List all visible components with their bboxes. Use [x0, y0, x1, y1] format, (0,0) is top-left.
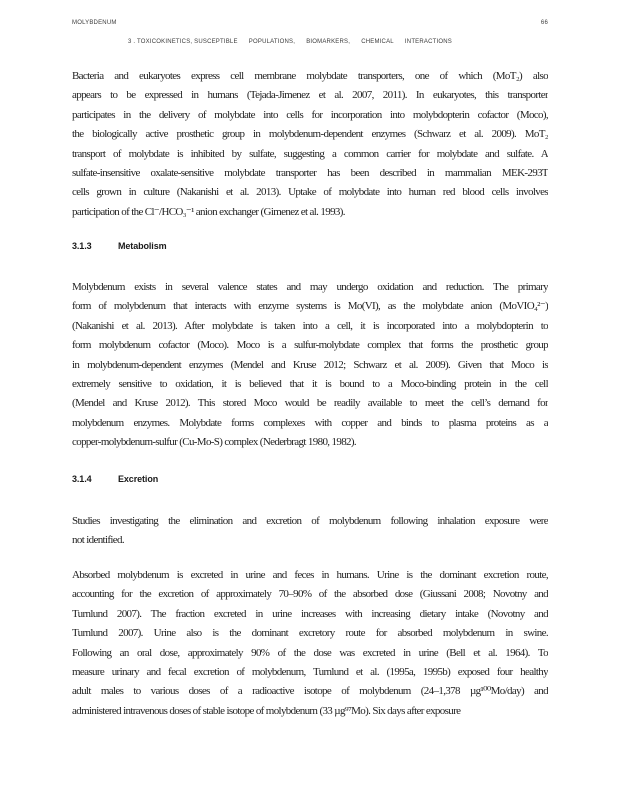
text-line: sulfate-insensitive oxalate-sensitive molybdate transporter has been described in mammalian MEK-293T — [72, 166, 548, 179]
text-line: Studies investigating the elimination and excretion of molybdenum following inhalation exposure were — [72, 515, 548, 527]
paragraph-transporters — [72, 67, 548, 222]
text-line: Molybdenum exists in several valence states and may undergo oxidation and reduction. The primary — [72, 281, 548, 293]
text-line: Turnlund 2007). Urine also is the dominant excretory route for absorbed molybdenum in swine. — [72, 627, 548, 640]
text-line: form molybdenum cofactor (Moco). Moco is a sulfur-molybdate complex that forms the prosthetic group — [72, 339, 548, 352]
section-number: 3.1.4 — [72, 474, 92, 484]
text-line: (Mendel and Kruse 2012). This stored Moco would be readily available to meet the cell’s demand for — [72, 397, 548, 410]
page-number: 66 — [540, 20, 548, 26]
chapter-header-part: POPULATIONS, — [248, 39, 296, 45]
text-line: participation of the Cl⁻/HCO₃⁻¹ anion exchanger (Gimenez et al. 1993). — [72, 205, 345, 218]
text-line: (Nakanishi et al. 2013). After molybdate is taken into a cell, it is incorporated into a molybdopterin to — [72, 319, 548, 332]
text-line: adult males to various doses of a radioactive isotope of molybdenum (24–1,378 µg¹⁰⁰Mo/day) and — [72, 685, 548, 698]
text-line: extremely sensitive to oxidation, it is believed that it is bound to a Moco-binding protein in the cell — [72, 377, 548, 390]
text-line: Following an oral dose, approximately 90% of the dose was excreted in urine (Bell et al. 1964). To — [72, 646, 548, 659]
text-line: in molybdenum-dependent enzymes (Mendel and Kruse 2012; Schwarz et al. 2009). Given that Moco is — [72, 358, 548, 371]
text-line: copper-molybdenum-sulfur (Cu-Mo-S) complex (Nederbragt 1980, 1982). — [72, 436, 357, 449]
text-line: accounting for the excretion of approximately 70–90% of the absorbed dose (Giussani 2008; Novotny and — [72, 588, 548, 601]
text-line: measure urinary and fecal excretion of molybdenum, Turnlund et al. (1995a, 1995b) exposed four healthy — [72, 665, 548, 678]
text-line: administered intravenous doses of stable isotope of molybdenum (33 µg⁹⁷Mo). Six days after exposure — [72, 704, 461, 717]
running-title: MOLYBDENUM — [72, 20, 117, 26]
paragraph-urine-excretion — [72, 566, 548, 721]
section-heading-excretion — [72, 474, 158, 484]
text-line: transport of molybdate is inhibited by sulfate, suggesting a common carrier for molybdate and sulfate. A — [72, 147, 548, 160]
chapter-header-part: 3 . TOXICOKINETICS, SUSCEPTIBLE — [128, 39, 238, 45]
chapter-header-part: CHEMICAL — [361, 39, 394, 45]
text-line: Bacteria and eukaryotes express cell membrane molybdate transporters, one of which (MoT₂) also — [72, 70, 548, 82]
text-line: molybdenum enzymes. Molybdate forms complexes with copper and binds to plasma proteins as a — [72, 416, 548, 429]
text-line: the biologically active prosthetic group in molybdenum-dependent enzymes (Schwarz et al. 2009). MoT₂ — [72, 128, 548, 141]
chapter-header-part: INTERACTIONS — [404, 39, 452, 45]
section-number: 3.1.3 — [72, 241, 92, 251]
section-title: Excretion — [118, 474, 159, 484]
chapter-header — [128, 39, 452, 45]
text-line: appears to be expressed in humans (Tejada-Jimenez et al. 2007, 2011). In eukaryotes, this transporter — [72, 89, 548, 102]
text-line: form of molybdenum that interacts with enzyme systems is Mo(VI), as the molybdate anion (MoVIO₄²⁻) — [72, 300, 548, 313]
text-line: Turnlund 2007). The fraction excreted in urine increases with increasing dietary intake (Novotny and — [72, 607, 548, 620]
paragraph-inhalation-studies — [72, 512, 548, 551]
text-line: Absorbed molybdenum is excreted in urine and feces in humans. Urine is the dominant excretion route, — [72, 569, 548, 581]
section-heading-metabolism — [72, 241, 167, 251]
running-header — [72, 20, 548, 26]
section-title: Metabolism — [118, 241, 167, 251]
paragraph-valence-states — [72, 278, 548, 453]
chapter-header-part: BIOMARKERS, — [306, 39, 351, 45]
text-line: not identified. — [72, 534, 124, 547]
text-line: participates in the delivery of molybdate into cells for incorporation into molybdopterin cofactor (Moco), — [72, 108, 548, 121]
text-line: cells grown in culture (Nakanishi et al. 2013). Uptake of molybdate into human red blood cells involves — [72, 186, 548, 199]
